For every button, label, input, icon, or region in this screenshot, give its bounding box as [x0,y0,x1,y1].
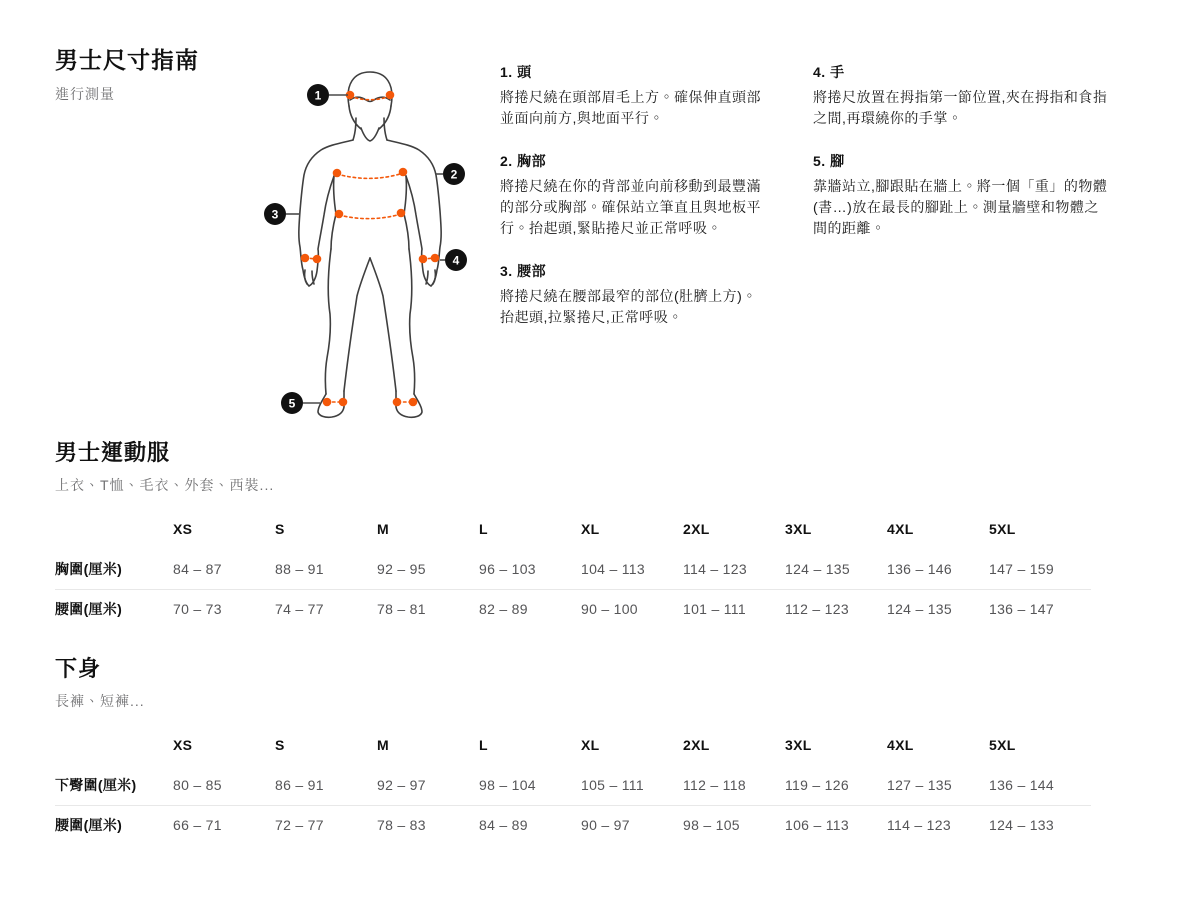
size-value-cell: 84 – 87 [173,549,275,589]
instruction-body: 靠牆站立,腳跟貼在牆上。將一個「重」的物體(書…)放在最長的腳趾上。測量牆壁和物體之間的距離。 [813,178,1108,236]
size-value-cell: 86 – 91 [275,765,377,805]
size-header-row [55,509,1091,549]
size-value-cell: 72 – 77 [275,817,324,834]
size-value-cell: 80 – 85 [173,765,275,805]
bottoms-size-table [55,725,1091,845]
size-column-header: XS [173,737,193,753]
marker-2-badge [436,163,465,185]
size-value-cell: 90 – 100 [581,601,638,618]
size-value-cell: 70 – 73 [173,601,222,618]
size-value-cell: 78 – 81 [377,601,426,618]
marker-3-badge [264,203,300,225]
instructions-column-1 [500,62,766,350]
instruction-body: 將捲尺繞在頭部眉毛上方。確保伸直頭部並面向前方,與地面平行。 [500,89,761,126]
measurement-lines [305,96,435,402]
section-tops [55,436,1091,629]
size-column-header: XS [173,521,193,537]
instruction-title: 4. 手 [813,64,845,80]
size-column-header: L [479,521,488,537]
size-value-cell: 90 – 97 [581,817,630,834]
size-value-cell: 84 – 89 [479,817,528,834]
body-outline [299,72,441,417]
size-column-header: S [275,521,285,537]
size-value-cell: 114 – 123 [683,549,785,589]
size-value-cell: 136 – 146 [887,549,989,589]
page-subtitle: 進行測量 [55,86,115,102]
section-subtitle: 上衣、T恤、毛衣、外套、西裝... [55,477,275,493]
section-subtitle: 長褲、短褲... [55,693,145,709]
size-column-header: XL [581,737,600,753]
size-value-cell: 66 – 71 [173,817,222,834]
row-label: 胸圍(厘米) [55,549,173,589]
size-table-corner [55,509,173,549]
size-table-row [55,765,1091,805]
instructions-column-2 [813,62,1113,261]
svg-text:5: 5 [288,396,296,411]
size-value-cell: 136 – 144 [989,765,1091,805]
size-value-cell: 106 – 113 [785,817,849,834]
size-value-cell: 124 – 135 [785,549,887,589]
size-value-cell: 124 – 135 [887,601,952,618]
tops-size-table [55,509,1091,629]
size-column-header: 3XL [785,737,812,753]
svg-text:4: 4 [452,253,460,268]
marker-4-badge [440,249,467,271]
section-title: 下身 [55,656,102,681]
size-column-header: 5XL [989,521,1016,537]
size-value-cell: 98 – 105 [683,817,740,834]
size-column-header: 2XL [683,737,710,753]
size-value-cell: 78 – 83 [377,817,426,834]
size-value-cell: 136 – 147 [989,601,1054,618]
marker-5-badge [281,392,320,414]
svg-text:1: 1 [314,88,322,103]
size-column-header: S [275,737,285,753]
instruction-body: 將捲尺放置在拇指第一節位置,夾在拇指和食指之間,再環繞你的手掌。 [813,89,1108,126]
size-value-cell: 147 – 159 [989,549,1091,589]
size-value-cell: 104 – 113 [581,549,683,589]
page-header [55,42,199,104]
size-column-header: 3XL [785,521,812,537]
instruction-chest [500,151,766,239]
size-value-cell: 88 – 91 [275,549,377,589]
svg-text:3: 3 [271,207,279,222]
body-measurement-diagram [258,58,470,430]
svg-text:2: 2 [450,167,458,182]
instruction-title: 2. 胸部 [500,153,547,169]
section-title: 男士運動服 [55,440,171,465]
size-value-cell: 74 – 77 [275,601,324,618]
size-column-header: M [377,737,389,753]
instruction-title: 3. 腰部 [500,263,547,279]
marker-1-badge [307,84,348,106]
size-table-row [55,589,1091,629]
instruction-waist [500,261,766,328]
instruction-title: 5. 腳 [813,153,845,169]
size-column-header: L [479,737,488,753]
page-title: 男士尺寸指南 [55,47,199,73]
instruction-body: 將捲尺繞在你的背部並向前移動到最豐滿的部分或胸部。確保站立筆直且與地板平行。抬起頭,緊貼捲尺並正常呼吸。 [500,178,761,236]
size-value-cell: 92 – 95 [377,549,479,589]
size-value-cell: 98 – 104 [479,765,581,805]
size-column-header: 4XL [887,521,914,537]
size-value-cell: 82 – 89 [479,601,528,618]
size-table-corner [55,725,173,765]
size-value-cell: 119 – 126 [785,765,887,805]
size-column-header: XL [581,521,600,537]
instruction-title: 1. 頭 [500,64,532,80]
section-bottoms [55,652,1091,845]
size-column-header: 2XL [683,521,710,537]
size-column-header: 5XL [989,737,1016,753]
size-column-header: 4XL [887,737,914,753]
instruction-hand [813,62,1113,129]
size-table-row [55,549,1091,589]
size-value-cell: 105 – 111 [581,765,683,805]
size-column-header: M [377,521,389,537]
size-value-cell: 92 – 97 [377,765,479,805]
instruction-foot [813,151,1113,239]
size-header-row [55,725,1091,765]
size-value-cell: 127 – 135 [887,765,989,805]
size-value-cell: 112 – 123 [785,601,849,618]
size-value-cell: 101 – 111 [683,601,746,618]
measurement-dots [301,88,440,407]
size-value-cell: 112 – 118 [683,765,785,805]
size-table-row [55,805,1091,845]
size-value-cell: 96 – 103 [479,549,581,589]
row-label: 腰圍(厘米) [55,817,123,834]
row-label: 腰圍(厘米) [55,601,123,618]
instruction-head [500,62,766,129]
size-value-cell: 124 – 133 [989,817,1054,834]
size-value-cell: 114 – 123 [887,817,951,834]
instruction-body: 將捲尺繞在腰部最窄的部位(肚臍上方)。抬起頭,拉緊捲尺,正常呼吸。 [500,288,757,325]
row-label: 下臀圍(厘米) [55,765,173,805]
